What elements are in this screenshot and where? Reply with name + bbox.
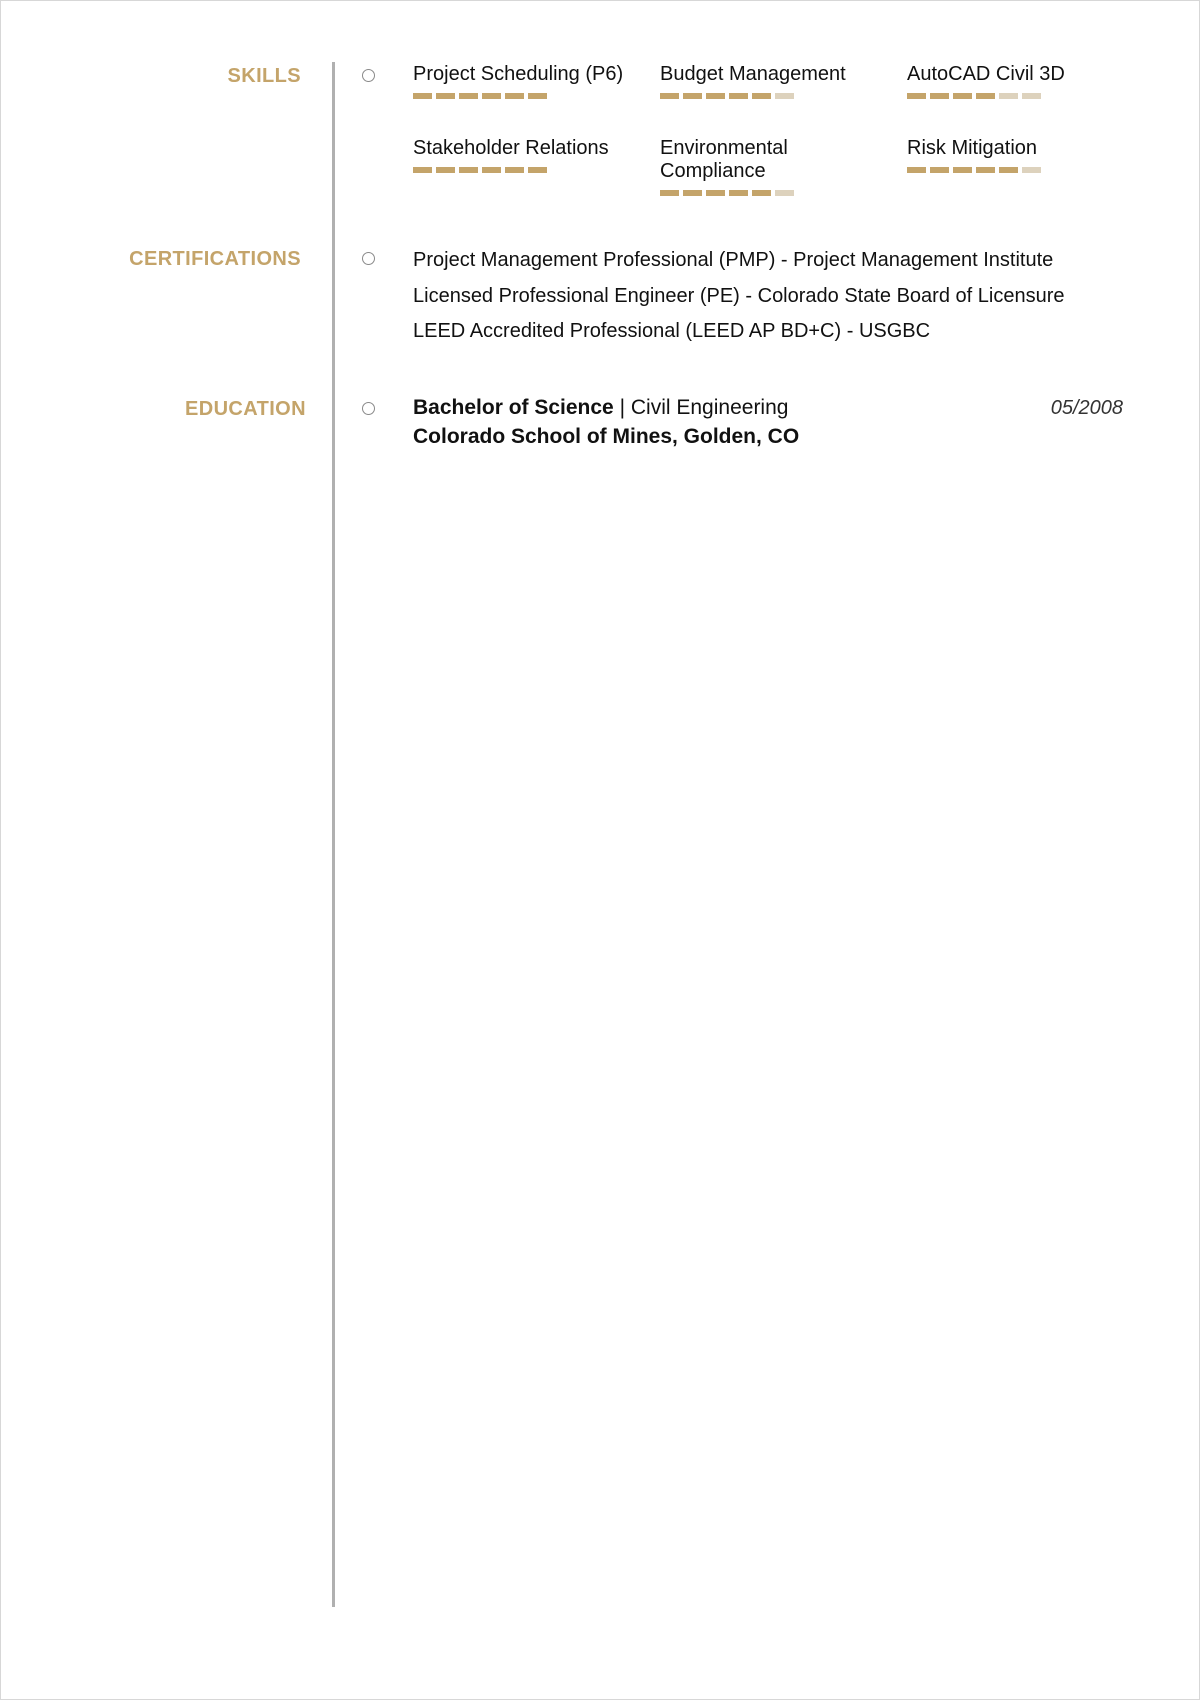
skill-level-segment-filled <box>976 93 995 99</box>
skill-level-segment-filled <box>706 190 725 196</box>
skill-name: Project Scheduling (P6) <box>413 63 624 85</box>
skill-item <box>907 63 1137 99</box>
skill-level-segment-filled <box>907 93 926 99</box>
skill-item <box>660 137 810 196</box>
skill-level-segment-filled <box>528 93 547 99</box>
skill-level-segment-empty <box>1022 93 1041 99</box>
skill-level-segment-filled <box>505 93 524 99</box>
skill-item <box>413 63 643 99</box>
skill-level-segment-filled <box>683 93 702 99</box>
education-bullet-icon <box>362 402 375 415</box>
skill-level-segment-filled <box>660 93 679 99</box>
skill-level-segment-empty <box>999 93 1018 99</box>
skill-level-segment-filled <box>729 93 748 99</box>
skill-name: AutoCAD Civil 3D <box>907 63 1065 85</box>
skill-level-segment-filled <box>907 167 926 173</box>
skill-level-segment-filled <box>505 167 524 173</box>
skill-level-bar <box>907 93 1137 99</box>
skill-level-segment-filled <box>413 167 432 173</box>
education-section-title: EDUCATION <box>184 398 306 420</box>
skill-level-segment-empty <box>1022 167 1041 173</box>
skill-level-segment-filled <box>482 167 501 173</box>
skill-item <box>907 137 1137 173</box>
skill-level-segment-filled <box>930 167 949 173</box>
skill-level-bar <box>413 93 643 99</box>
skill-level-segment-filled <box>729 190 748 196</box>
skill-name: Stakeholder Relations <box>413 137 609 159</box>
skill-name: Risk Mitigation <box>907 137 1038 159</box>
skill-level-segment-filled <box>976 167 995 173</box>
degree-field: Civil Engineering <box>630 396 789 419</box>
skill-level-segment-filled <box>459 167 478 173</box>
degree-separator: | <box>613 396 631 419</box>
education-degree-line <box>413 396 788 420</box>
certification-item: Licensed Professional Engineer (PE) - Colorado State Board of Licensure <box>413 285 1065 307</box>
skill-level-bar <box>413 167 643 173</box>
skill-level-bar <box>660 190 810 196</box>
skill-name: Environmental Compliance <box>660 137 788 182</box>
skill-level-segment-filled <box>706 93 725 99</box>
skill-level-segment-filled <box>752 190 771 196</box>
skill-level-segment-filled <box>953 167 972 173</box>
skill-level-bar <box>907 167 1137 173</box>
skill-level-segment-filled <box>999 167 1018 173</box>
skill-level-segment-filled <box>752 93 771 99</box>
skill-level-segment-empty <box>775 93 794 99</box>
education-school: Colorado School of Mines, Golden, CO <box>413 425 800 448</box>
skill-item <box>660 63 890 99</box>
skill-level-segment-empty <box>775 190 794 196</box>
skill-item <box>413 137 643 173</box>
certification-item: LEED Accredited Professional (LEED AP BD+C) - USGBC <box>413 320 931 342</box>
skill-name: Budget Management <box>660 63 846 85</box>
skill-level-bar <box>660 93 890 99</box>
skills-section-title: SKILLS <box>227 65 301 87</box>
education-date: 05/2008 <box>1050 397 1123 419</box>
skill-level-segment-filled <box>482 93 501 99</box>
degree-name: Bachelor of Science <box>413 396 614 419</box>
certifications-bullet-icon <box>362 252 375 265</box>
certification-item: Project Management Professional (PMP) - Project Management Institute <box>413 249 1054 271</box>
timeline-divider <box>332 62 335 1607</box>
skill-level-segment-filled <box>930 93 949 99</box>
skill-level-segment-filled <box>528 167 547 173</box>
skill-level-segment-filled <box>436 167 455 173</box>
skill-level-segment-filled <box>953 93 972 99</box>
skill-level-segment-filled <box>413 93 432 99</box>
skill-level-segment-filled <box>683 190 702 196</box>
skill-level-segment-filled <box>436 93 455 99</box>
skills-bullet-icon <box>362 69 375 82</box>
skill-level-segment-filled <box>459 93 478 99</box>
skill-level-segment-filled <box>660 190 679 196</box>
certifications-section-title: CERTIFICATIONS <box>129 248 301 270</box>
